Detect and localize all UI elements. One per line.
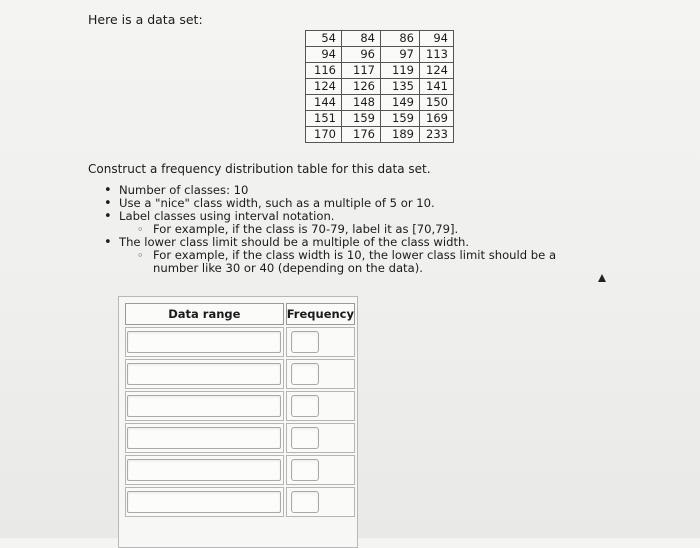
data-set-row	[306, 31, 454, 47]
frequency-input[interactable]	[291, 331, 319, 353]
range-cell	[125, 327, 284, 357]
frequency-input[interactable]	[291, 491, 319, 513]
data-set-cell: 113	[420, 47, 454, 63]
range-cell	[125, 423, 284, 453]
table-row	[125, 455, 355, 485]
data-set-cell: 126	[342, 79, 381, 95]
data-range-input[interactable]	[127, 331, 281, 353]
frequency-cell	[286, 487, 355, 517]
data-set-cell: 141	[420, 79, 454, 95]
data-set-cell: 169	[420, 111, 454, 127]
frequency-table-panel	[118, 296, 358, 548]
data-set-cell: 135	[381, 79, 420, 95]
data-range-input[interactable]	[127, 363, 281, 385]
range-cell	[125, 391, 284, 421]
data-set-row	[306, 95, 454, 111]
table-row	[125, 359, 355, 389]
frequency-input[interactable]	[291, 459, 319, 481]
range-cell	[125, 359, 284, 389]
frequency-cell	[286, 391, 355, 421]
frequency-input[interactable]	[291, 427, 319, 449]
data-set-cell: 94	[306, 47, 342, 63]
data-set-cell: 86	[381, 31, 420, 47]
requirements-list	[104, 184, 583, 275]
data-set-cell: 119	[381, 63, 420, 79]
data-set-row	[306, 63, 454, 79]
data-set-cell: 159	[342, 111, 381, 127]
data-set-cell: 84	[342, 31, 381, 47]
data-set-cell: 116	[306, 63, 342, 79]
data-range-input[interactable]	[127, 491, 281, 513]
frequency-table	[123, 301, 357, 519]
data-set-cell: 124	[306, 79, 342, 95]
data-set-cell: 94	[420, 31, 454, 47]
data-set-cell: 170	[306, 127, 342, 143]
data-set-cell: 117	[342, 63, 381, 79]
data-set-cell: 96	[342, 47, 381, 63]
data-set-cell: 159	[381, 111, 420, 127]
table-row	[125, 391, 355, 421]
table-row	[125, 423, 355, 453]
table-row	[125, 327, 355, 357]
intro-text: Here is a data set:	[88, 12, 203, 27]
data-set-cell: 149	[381, 95, 420, 111]
data-set-cell: 150	[420, 95, 454, 111]
data-set-cell: 151	[306, 111, 342, 127]
data-set-row	[306, 47, 454, 63]
data-set-cell: 97	[381, 47, 420, 63]
data-range-input[interactable]	[127, 459, 281, 481]
data-set-cell: 189	[381, 127, 420, 143]
data-set-cell: 54	[306, 31, 342, 47]
data-set-cell: 148	[342, 95, 381, 111]
data-range-input[interactable]	[127, 427, 281, 449]
mouse-cursor-icon	[598, 274, 606, 282]
frequency-cell	[286, 423, 355, 453]
data-set-row	[306, 79, 454, 95]
range-cell	[125, 487, 284, 517]
instructions-text: Construct a frequency distribution table for this data set.	[88, 162, 431, 176]
data-set-cell: 144	[306, 95, 342, 111]
data-set-table	[305, 30, 454, 143]
data-range-input[interactable]	[127, 395, 281, 417]
bullet-interval-example: ◦ For example, if the class is 70-79, label it as [70,79].	[137, 223, 583, 236]
bullet-width: • Use a "nice" class width, such as a multiple of 5 or 10.	[104, 197, 583, 210]
range-cell	[125, 455, 284, 485]
bullet-lower-example: ◦ For example, if the class width is 10, the lower class limit should be a number like 30 or 40 (depending on the data).	[137, 249, 583, 275]
frequency-cell	[286, 327, 355, 357]
data-set-cell: 233	[420, 127, 454, 143]
bullet-classes: • Number of classes: 10	[104, 184, 583, 197]
data-set-row	[306, 111, 454, 127]
frequency-input[interactable]	[291, 395, 319, 417]
bullet-lower-limit: • The lower class limit should be a multiple of the class width. ◦ For example, if the class width is 10, the lower class limit should be a number like 30 or 40 (depending on the data).	[104, 236, 583, 275]
table-row	[125, 487, 355, 517]
frequency-cell	[286, 359, 355, 389]
frequency-input[interactable]	[291, 363, 319, 385]
data-set-row	[306, 127, 454, 143]
data-set-cell: 124	[420, 63, 454, 79]
header-data-range: Data range	[125, 303, 284, 325]
bullet-interval: • Label classes using interval notation. ◦ For example, if the class is 70-79, label it as [70,79].	[104, 210, 583, 236]
header-frequency: Frequency	[286, 303, 355, 325]
frequency-cell	[286, 455, 355, 485]
data-set-cell: 176	[342, 127, 381, 143]
